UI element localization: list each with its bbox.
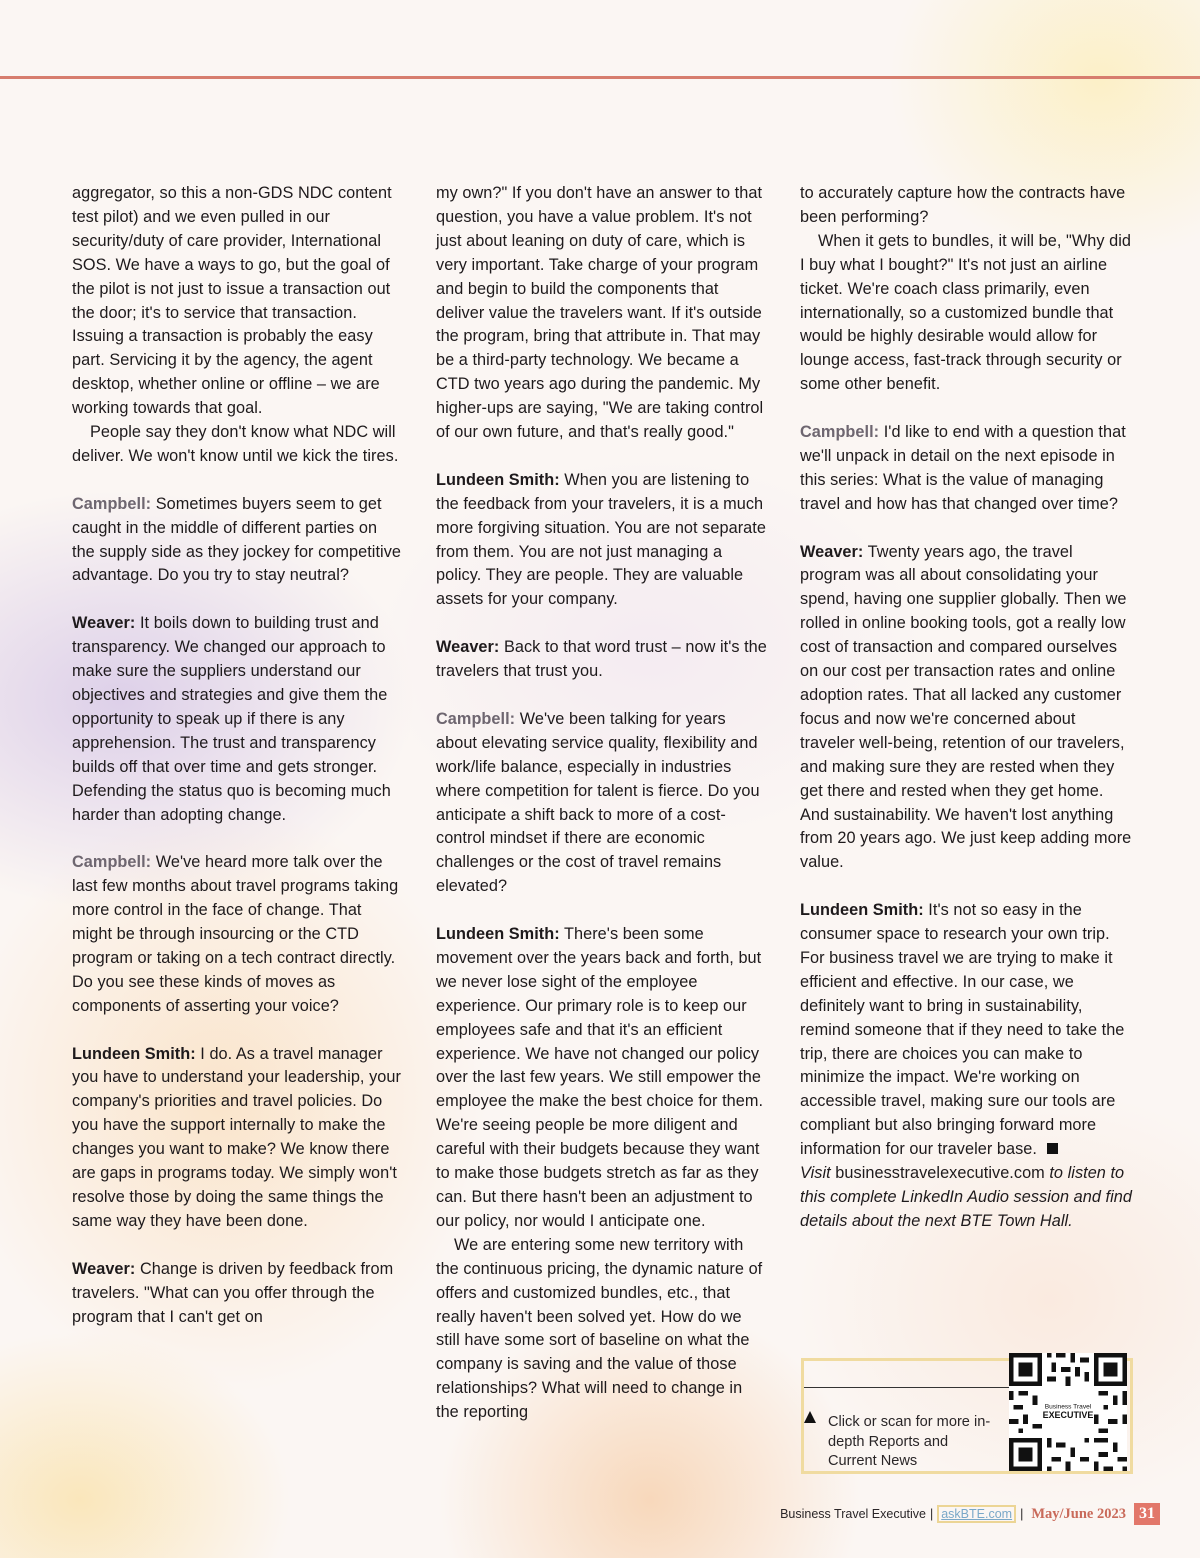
speaker-label: Weaver: (800, 542, 864, 561)
qr-promo-box[interactable] (801, 1358, 1133, 1474)
answer-text: I'd like to end with a question that we'll unpack in detail on the next episode in this series: What is the value of managing travel and how has that changed over time? (800, 423, 1126, 513)
answer-text: There's been some movement over the years back and forth, but we never lose sight of the employee experience. Our primary role is to keep our employees safe and that it's an efficient experience. We have not changed our policy over the last few years. We still empower the employee the make the best choice for them. We're seeing people be more diligent and careful with their budgets because they want to make those budgets stretch as far as they can. But there hasn't been an adjustment to our policy, nor would I anticipate one. (436, 925, 764, 1230)
page-number: 31 (1134, 1503, 1160, 1525)
paragraph: aggregator, so this a non-GDS NDC content test pilot) and we even pulled in our security/duty of care provider, International SOS. We have a ways to go, but the goal of the pilot is not just to issue a transaction out the door; it's to service that transaction. Issuing a transaction is probably the easy part. Servicing it by the agency, the agent desktop, whether online or offline – we are working towards that goal. (72, 184, 392, 418)
answer-text: When you are listening to the feedback from your travelers, it is a much more forgiving situation. You are not separate from them. You are not just managing a policy. They are people. They are valuable assets for your company. (436, 470, 766, 609)
qr-caption: Click or scan for more in-depth Reports and Current News (828, 1414, 991, 1469)
askbte-link[interactable]: askBTE.com (937, 1505, 1016, 1523)
paragraph: People say they don't know what NDC will deliver. We won't know until we kick the tires. (72, 423, 399, 465)
qa-paragraph (436, 469, 768, 612)
qa-paragraph (436, 708, 768, 899)
end-of-article-mark (1047, 1143, 1058, 1154)
answer-text: I do. As a travel manager you have to understand your leadership, your company's priorities and travel policies. Do you have the support internally to make the changes you want to make? We know there are gaps in programs today. We simply won't resolve those by doing the same things the same way they have been done. (72, 1044, 401, 1230)
speaker-label: Lundeen Smith: (72, 1044, 196, 1063)
speaker-label: Weaver: (72, 1259, 136, 1278)
answer-text: We've been talking for years about elevating service quality, flexibility and work/life balance, especially in industries where competition for talent is fierce. Do you anticipate a shift back to more of a cost-control mindset if there are economic challenges or the cost of travel remains elevated? (436, 709, 760, 896)
answer-text: Twenty years ago, the travel program was all about consolidating your spend, having one supplier globally. Then we rolled in online booking tools, got a really low cost of transaction and compared ourselves on our cost per transaction rates and online adoption rates. That all lacked any customer focus and now we're concerned about traveler well-being, retention of our travelers, and making sure they are rested when they get there and rested when they get home. And sustainability. We haven't lost anything from 20 years ago. We just keep adding more value. (800, 542, 1132, 872)
qa-paragraph (800, 899, 1132, 1162)
divider (804, 1387, 1010, 1388)
paragraph: my own?" If you don't have an answer to that question, you have a value problem. It's not just about leaning on duty of care, which is very important. Take charge of your program and begin to build the components that deliver value the travelers want. If it's outside the program, bring that attribute in. That may be a third-party technology. We became a CTD two years ago during the pandemic. My higher-ups are saying, "We are taking control of our own future, and that's really good." (436, 184, 764, 442)
speaker-label: Campbell: (436, 709, 516, 728)
qr-code-icon[interactable] (1008, 1353, 1128, 1471)
visit-suffix: to listen to this complete LinkedIn Audio session and find details about the next BTE Town Hall. (800, 1164, 1133, 1230)
answer-text: Back to that word trust – now it's the travelers that trust you. (436, 638, 767, 681)
page-footer (780, 1502, 1160, 1526)
paragraph: to accurately capture how the contracts have been performing? (800, 184, 1126, 226)
speaker-label: Campbell: (800, 423, 880, 442)
issue-date: May/June 2023 (1031, 1505, 1126, 1522)
qa-paragraph (72, 851, 404, 1018)
qa-paragraph (436, 636, 768, 684)
speaker-label: Campbell: (72, 853, 152, 872)
speaker-label: Weaver: (436, 638, 500, 657)
answer-text: Change is driven by feedback from travelers. "What can you offer through the program that I can't get on (72, 1259, 394, 1326)
qa-paragraph (72, 493, 404, 589)
speaker-label: Weaver: (72, 614, 136, 633)
footer-separator: | (929, 1507, 934, 1521)
pointer-arrow-icon (804, 1411, 816, 1423)
article-column-1 (72, 182, 404, 1329)
answer-text: We've heard more talk over the last few months about travel programs taking more control in the face of change. That might be through insourcing or the CTD program or taking on a tech contract directly. Do you see these kinds of moves as components of asserting your voice? (72, 853, 399, 1015)
article-column-2 (436, 182, 768, 1425)
qa-paragraph (800, 421, 1132, 517)
footer-separator: | (1020, 1507, 1024, 1521)
speaker-label: Lundeen Smith: (800, 901, 924, 920)
answer-text: Sometimes buyers seem to get caught in the middle of different parties on the supply side as they jockey for competitive advantage. Do you try to stay neutral? (72, 494, 401, 585)
qr-logo-small: Business Travel (1044, 1403, 1092, 1411)
qr-logo-large: EXECUTIVE (1042, 1410, 1094, 1421)
visit-note (800, 1162, 1132, 1234)
qa-paragraph (72, 1043, 404, 1234)
paragraph: When it gets to bundles, it will be, "Why did I buy what I bought?" It's not just an airline ticket. We're coach class primarily, even internationally, so a customized bundle that would be highly desirable would allow for lounge access, fast-track through security or some other benefit. (800, 231, 1131, 394)
speaker-label: Lundeen Smith: (436, 470, 560, 489)
qa-paragraph (436, 923, 768, 1234)
visit-prefix: Visit (800, 1164, 836, 1183)
publication-name: Business Travel Executive (780, 1507, 926, 1521)
paragraph: We are entering some new territory with the continuous pricing, the dynamic nature of offers and customized bundles, etc., that really haven't been solved yet. How do we still have some sort of baseline on what the company is saving and the value of those relationships? What will need to change in the reporting (436, 1235, 763, 1422)
visit-site-link[interactable]: businesstravelexecutive.com (835, 1164, 1045, 1183)
qa-paragraph (72, 612, 404, 827)
speaker-label: Lundeen Smith: (436, 925, 560, 944)
answer-text: It boils down to building trust and transparency. We changed our approach to make sure the suppliers understand our objectives and strategies and give them the opportunity to speak up if there is any apprehension. The trust and transparency builds off that over time and gets stronger. Defending the status quo is becoming much harder than adopting change. (72, 614, 391, 824)
top-rule (0, 76, 1200, 79)
answer-text: It's not so easy in the consumer space to research your own trip. For business travel we are trying to make it efficient and effective. In our case, we definitely want to bring in sustainability, remind someone that if they need to take the trip, there are choices you can make to minimize the impact. We're working on accessible travel, making sure our tools are compliant but also bringing forward more information for our traveler base. (800, 901, 1125, 1159)
speaker-label: Campbell: (72, 494, 152, 513)
qa-paragraph (800, 541, 1132, 876)
qa-paragraph (72, 1258, 404, 1330)
article-column-3 (800, 182, 1132, 1234)
